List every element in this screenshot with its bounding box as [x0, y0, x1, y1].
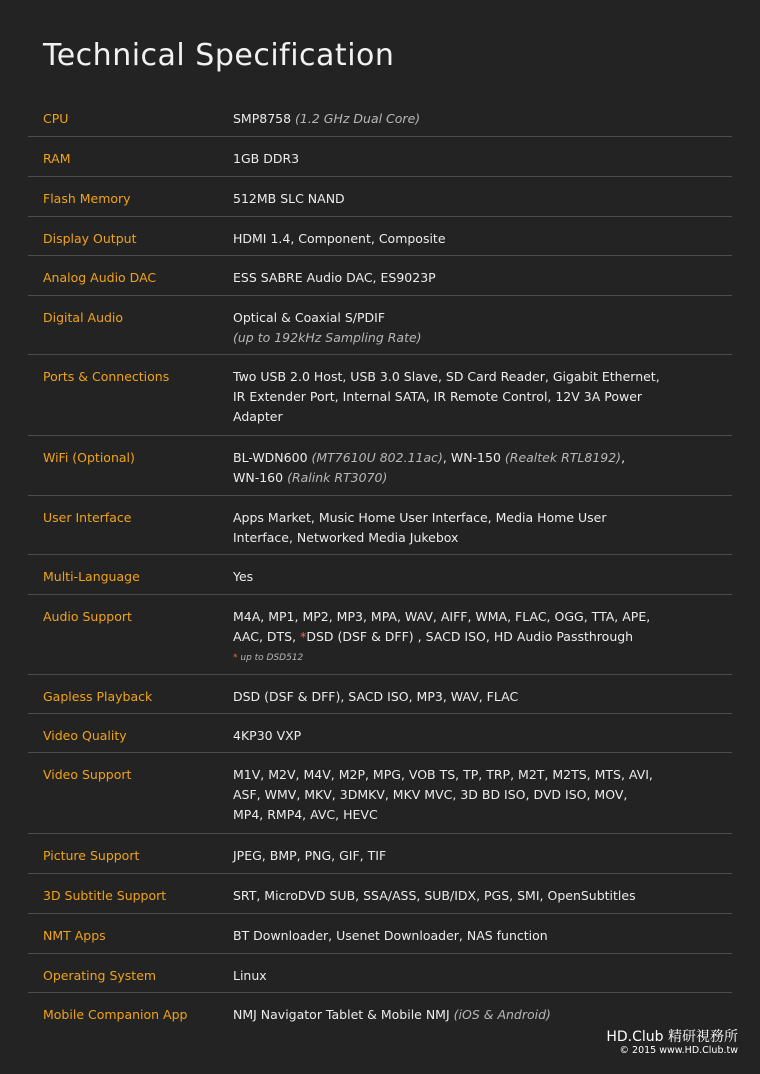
spec-value [233, 765, 732, 833]
spec-value: ESS SABRE Audio DAC, ES9023P [233, 270, 436, 285]
wifi-model: BL-WDN600 [233, 450, 312, 465]
spec-value-line: M1V, M2V, M4V, M2P, MPG, VOB TS, TP, TRP, M2T, M2TS, MTS, AVI, [233, 767, 653, 782]
spec-value-line [233, 468, 722, 488]
spec-row-flash-memory [28, 177, 732, 217]
spec-value [233, 448, 732, 495]
spec-row-audio-support [28, 595, 732, 675]
spec-label: CPU [43, 111, 69, 126]
spec-table [28, 97, 732, 1033]
spec-label: Audio Support [43, 609, 132, 624]
spec-row-operating-system [28, 954, 732, 993]
footnote [233, 650, 722, 666]
spec-value-line: MP4, RMP4, AVC, HEVC [233, 807, 378, 822]
spec-row-mobile-companion-app [28, 993, 732, 1033]
spec-value-line: Adapter [233, 409, 283, 424]
spec-label: WiFi (Optional) [43, 450, 135, 465]
spec-value-note: (iOS & Android) [453, 1007, 551, 1022]
spec-value-text: NMJ Navigator Tablet & Mobile NMJ [233, 1007, 454, 1022]
spec-label: Mobile Companion App [43, 1007, 188, 1022]
spec-label: User Interface [43, 510, 132, 525]
spec-value: 4KP30 VXP [233, 728, 302, 743]
spec-value-line: Two USB 2.0 Host, USB 3.0 Slave, SD Card Reader, Gigabit Ethernet, [233, 369, 660, 384]
spec-value-line: Apps Market, Music Home User Interface, Media Home User [233, 510, 607, 525]
spec-row-cpu [28, 97, 732, 137]
spec-row-gapless-playback [28, 675, 732, 714]
page-title: Technical Specification [43, 38, 395, 73]
spec-value-note: (1.2 GHz Dual Core) [295, 111, 421, 126]
spec-value: DSD (DSF & DFF), SACD ISO, MP3, WAV, FLAC [233, 689, 519, 704]
spec-row-wifi [28, 436, 732, 496]
spec-label: Display Output [43, 231, 137, 246]
watermark-brand: HD.Club 精研視務所 [606, 1029, 738, 1045]
spec-value [233, 308, 732, 354]
wifi-model: , WN-150 [442, 450, 505, 465]
spec-value-line: Interface, Networked Media Jukebox [233, 530, 459, 545]
spec-value-text: DSD (DSF & DFF) , SACD ISO, HD Audio Passthrough [306, 629, 634, 644]
spec-value-text: SMP8758 [233, 111, 296, 126]
watermark-copyright: © 2015 www.HD.Club.tw [619, 1045, 738, 1056]
spec-value: SRT, MicroDVD SUB, SSA/ASS, SUB/IDX, PGS, SMI, OpenSubtitles [233, 888, 636, 903]
wifi-separator: , [621, 450, 626, 465]
spec-row-picture-support [28, 834, 732, 874]
spec-row-nmt-apps [28, 914, 732, 954]
spec-row-analog-audio-dac [28, 256, 732, 296]
spec-label: Digital Audio [43, 310, 124, 325]
footnote-text: up to DSD512 [237, 653, 304, 663]
spec-value: Linux [233, 968, 267, 983]
spec-label: Flash Memory [43, 191, 131, 206]
spec-value [233, 367, 732, 435]
spec-label: Picture Support [43, 848, 140, 863]
spec-value-text: Optical & Coaxial S/PDIF [233, 310, 386, 325]
spec-value: 1GB DDR3 [233, 151, 300, 166]
spec-value-line [233, 448, 722, 468]
spec-row-display-output [28, 217, 732, 256]
spec-label: Video Support [43, 767, 132, 782]
spec-row-video-quality [28, 714, 732, 753]
asterisk-marker: * [300, 629, 307, 644]
spec-row-ports-connections [28, 355, 732, 436]
spec-label: NMT Apps [43, 928, 106, 943]
spec-row-multi-language [28, 555, 732, 595]
spec-label: Gapless Playback [43, 689, 153, 704]
spec-row-user-interface [28, 496, 732, 555]
spec-label: Operating System [43, 968, 157, 983]
spec-label: Ports & Connections [43, 369, 170, 384]
wifi-chipset: (Realtek RTL8192) [504, 450, 622, 465]
asterisk-marker: * [233, 653, 238, 663]
spec-label: 3D Subtitle Support [43, 888, 167, 903]
spec-value [233, 508, 732, 554]
wifi-model: WN-160 [233, 470, 288, 485]
wifi-chipset: (Ralink RT3070) [287, 470, 388, 485]
spec-row-video-support [28, 753, 732, 834]
spec-value-line [233, 627, 722, 647]
spec-value-note: (up to 192kHz Sampling Rate) [233, 330, 422, 345]
spec-row-3d-subtitle-support [28, 874, 732, 914]
spec-value-text: AAC, DTS, [233, 629, 301, 644]
spec-label: RAM [43, 151, 71, 166]
spec-row-digital-audio [28, 296, 732, 355]
wifi-chipset: (MT7610U 802.11ac) [311, 450, 443, 465]
spec-label: Analog Audio DAC [43, 270, 157, 285]
spec-value: HDMI 1.4, Component, Composite [233, 231, 446, 246]
spec-value: 512MB SLC NAND [233, 191, 345, 206]
spec-value [233, 109, 732, 136]
spec-value [233, 607, 732, 674]
spec-label: Video Quality [43, 728, 127, 743]
spec-value: JPEG, BMP, PNG, GIF, TIF [233, 848, 387, 863]
spec-value-line: ASF, WMV, MKV, 3DMKV, MKV MVC, 3D BD ISO, DVD ISO, MOV, [233, 787, 628, 802]
spec-value: Yes [233, 569, 254, 584]
spec-value: BT Downloader, Usenet Downloader, NAS function [233, 928, 548, 943]
watermark [606, 1029, 738, 1057]
spec-label: Multi-Language [43, 569, 140, 584]
spec-value-line: IR Extender Port, Internal SATA, IR Remote Control, 12V 3A Power [233, 389, 643, 404]
spec-row-ram [28, 137, 732, 177]
spec-value-line: M4A, MP1, MP2, MP3, MPA, WAV, AIFF, WMA, FLAC, OGG, TTA, APE, [233, 609, 651, 624]
